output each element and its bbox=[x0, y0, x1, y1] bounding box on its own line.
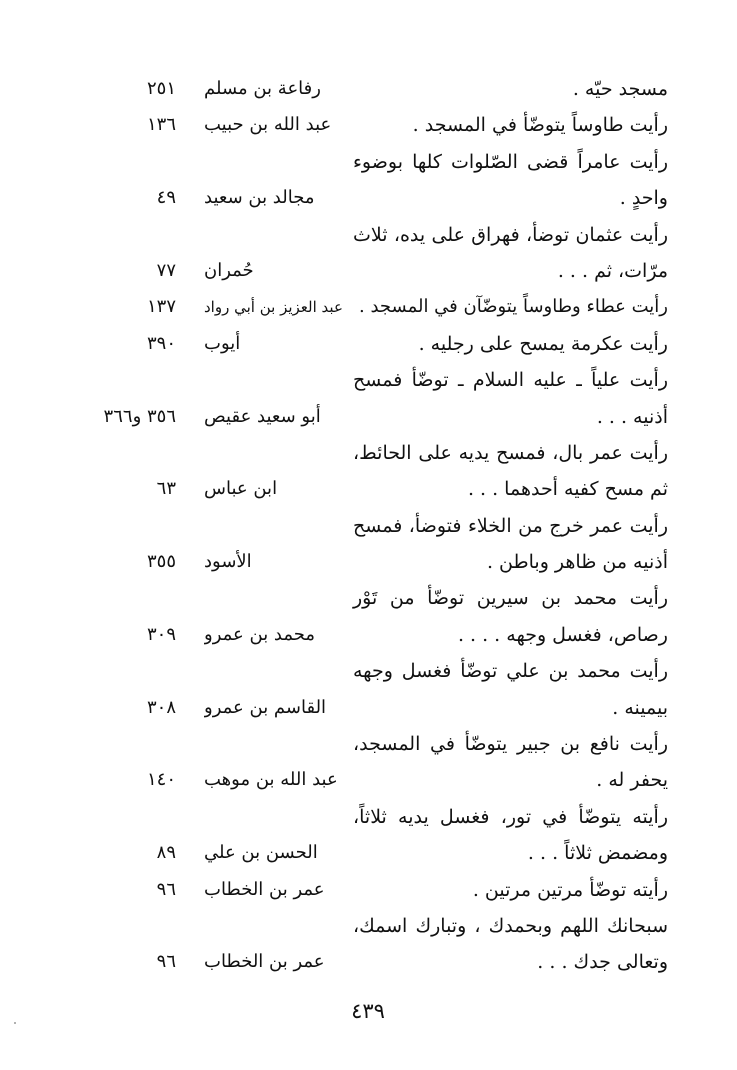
entry-line bbox=[88, 220, 668, 256]
entry-text: رأيت عطاء وطاوساً يتوضّآن في المسجد . bbox=[359, 296, 668, 318]
reference-number: ١٤٠ bbox=[146, 769, 176, 791]
index-entry bbox=[88, 656, 668, 729]
narrator-name: عبد الله بن حبيب bbox=[204, 114, 332, 136]
entry-text: بيمينه . bbox=[612, 696, 668, 719]
index-entry bbox=[88, 438, 668, 511]
entry-line bbox=[88, 110, 668, 146]
entry-line bbox=[88, 256, 668, 292]
reference-number: ١٣٧ bbox=[146, 296, 176, 318]
narrator-name: الأسود bbox=[204, 551, 252, 573]
reference-number: ٣٩٠ bbox=[146, 332, 176, 354]
entry-text: ثم مسح كفيه أحدهما . . . bbox=[467, 478, 668, 501]
entry-text: سبحانك اللهم وبحمدك ، وتبارك اسمك، bbox=[353, 914, 668, 937]
entry-text: رأيت نافع بن جبير يتوضّأ في المسجد، bbox=[353, 733, 668, 756]
entry-line bbox=[88, 911, 668, 947]
reference-number: ٣٠٨ bbox=[146, 696, 176, 718]
entry-text: رأيت محمد بن علي توضّأ فغسل وجهه bbox=[353, 660, 668, 683]
index-entry bbox=[88, 911, 668, 984]
entry-text: رأيت عمر بال، فمسح يديه على الحائط، bbox=[353, 441, 668, 464]
narrator-name: القاسم بن عمرو bbox=[204, 696, 327, 718]
entry-text: رأيت عكرمة يمسح على رجليه . bbox=[418, 332, 668, 355]
entry-line bbox=[88, 765, 668, 801]
narrator-name: الحسن بن علي bbox=[204, 842, 318, 864]
entry-text: أذنيه من ظاهر وباطن . bbox=[486, 551, 668, 574]
entry-text: يحفر له . bbox=[596, 769, 668, 792]
index-entry bbox=[88, 110, 668, 146]
entry-text: أذنيه . . . bbox=[596, 405, 668, 428]
entry-text: رأيت عثمان توضأ، فهراق على يده، ثلاث bbox=[353, 223, 668, 246]
entry-line bbox=[88, 329, 668, 365]
entry-text: رأيت طاوساً يتوضّأ في المسجد . bbox=[412, 114, 668, 137]
entry-line bbox=[88, 511, 668, 547]
entry-line bbox=[88, 693, 668, 729]
entry-line bbox=[88, 474, 668, 510]
entry-text: مرّات، ثم . . . bbox=[557, 259, 668, 282]
entry-line bbox=[88, 802, 668, 838]
entry-text: رأيت عامراً قضى الصّلوات كلها بوضوء bbox=[353, 150, 668, 173]
entry-line bbox=[88, 183, 668, 219]
reference-number: ٧٧ bbox=[156, 259, 176, 281]
index-entry bbox=[88, 802, 668, 875]
entry-text: رأيته يتوضّأ في تور، فغسل يديه ثلاثاً، bbox=[353, 805, 668, 828]
entry-text: مسجد حيّه . bbox=[572, 78, 668, 100]
reference-number: ٦٣ bbox=[156, 478, 176, 500]
entry-line bbox=[88, 838, 668, 874]
entry-text: رصاص، فغسل وجهه . . . . bbox=[457, 623, 668, 646]
entry-line bbox=[88, 875, 668, 911]
entry-text: رأيت محمد بن سيرين توضّأ من تَوْر bbox=[353, 587, 668, 610]
entry-line bbox=[88, 620, 668, 656]
narrator-name: عمر بن الخطاب bbox=[204, 878, 325, 900]
entry-line bbox=[88, 656, 668, 692]
index-entry bbox=[88, 329, 668, 365]
index-entry bbox=[88, 365, 668, 438]
narrator-name: رفاعة بن مسلم bbox=[204, 78, 321, 99]
narrator-name: عبد الله بن موهب bbox=[204, 769, 338, 791]
entry-line bbox=[88, 583, 668, 619]
entry-line bbox=[88, 74, 668, 110]
reference-number: ٣٠٩ bbox=[146, 623, 176, 645]
entry-text: رأيت علياً ـ عليه السلام ـ توضّأ فمسح bbox=[353, 369, 668, 392]
index-entry bbox=[88, 875, 668, 911]
entry-line bbox=[88, 947, 668, 983]
reference-number: ٨٩ bbox=[156, 842, 176, 864]
entry-line bbox=[88, 292, 668, 328]
reference-number: ٤٩ bbox=[156, 187, 176, 209]
narrator-name: أيوب bbox=[204, 332, 241, 354]
index-entries bbox=[88, 74, 668, 984]
page-number: ٤٣٩ bbox=[351, 999, 385, 1023]
narrator-name: ابن عباس bbox=[204, 478, 278, 500]
index-entry bbox=[88, 583, 668, 656]
entry-line bbox=[88, 729, 668, 765]
narrator-name: عبد العزيز بن أبي رواد bbox=[204, 298, 343, 317]
index-entry bbox=[88, 147, 668, 220]
reference-number: ٩٦ bbox=[156, 951, 176, 973]
narrator-name: محمد بن عمرو bbox=[204, 623, 316, 645]
reference-number: ٩٦ bbox=[156, 878, 176, 900]
entry-text: وتعالى جدك . . . bbox=[537, 951, 668, 974]
index-entry bbox=[88, 729, 668, 802]
reference-number: ٢٥١ bbox=[146, 78, 176, 99]
index-entry bbox=[88, 511, 668, 584]
entry-line bbox=[88, 547, 668, 583]
reference-number: ٣٥٦ و٣٦٦ bbox=[103, 405, 176, 427]
index-entry bbox=[88, 74, 668, 110]
entry-line bbox=[88, 147, 668, 183]
narrator-name: حُمران bbox=[204, 259, 254, 281]
entry-text: رأيت عمر خرج من الخلاء فتوضأ، فمسح bbox=[353, 514, 668, 537]
entry-text: ومضمض ثلاثاً . . . bbox=[527, 842, 668, 865]
entry-text: واحدٍ . bbox=[619, 187, 668, 210]
reference-number: ٣٥٥ bbox=[146, 551, 176, 573]
entry-line bbox=[88, 365, 668, 401]
index-entry bbox=[88, 292, 668, 328]
index-entry bbox=[88, 220, 668, 293]
entry-line bbox=[88, 438, 668, 474]
entry-text: رأيته توضّأ مرتين مرتين . bbox=[472, 878, 668, 901]
narrator-name: عمر بن الخطاب bbox=[204, 951, 325, 973]
reference-number: ١٣٦ bbox=[146, 114, 176, 136]
narrator-name: أبو سعيد عقيص bbox=[204, 405, 321, 427]
scan-speck bbox=[14, 1022, 16, 1024]
narrator-name: مجالد بن سعيد bbox=[204, 187, 315, 209]
entry-line bbox=[88, 402, 668, 438]
